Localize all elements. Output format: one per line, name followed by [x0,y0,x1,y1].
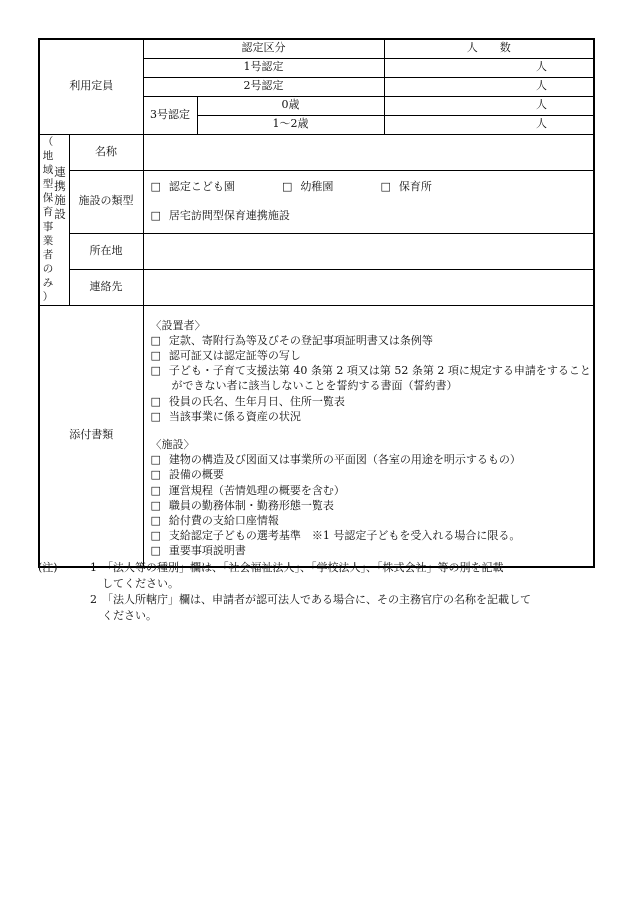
facility-heading: 〈施設〉 [150,437,195,451]
note-item [38,592,598,624]
note-text-continued: してください。 [102,577,179,590]
unit-label: 人 [536,117,547,131]
attachment-item[interactable]: □ 子ども・子育て支援法第 40 条第 2 項又は第 52 条第 2 項に規定する申請をすること [150,364,591,378]
checkbox-icon[interactable]: □ [150,453,161,467]
capacity-header-row [39,39,594,58]
address-input-cell[interactable] [143,233,594,269]
checkbox-icon[interactable]: □ [150,409,161,423]
checkbox-icon[interactable]: □ [150,529,161,543]
attachments-row [39,305,594,567]
attachment-item[interactable]: □ 職員の勤務体制・勤務形態一覧表 [150,498,334,512]
type-option-home-visit[interactable]: □ 居宅訪問型保育連携施設 [150,208,290,222]
contact-label: 連絡先 [69,269,143,305]
partner-type-row [39,170,594,233]
count-input-cell[interactable] [384,96,594,115]
attachment-item[interactable]: □ 給付費の支給口座情報 [150,514,279,527]
note-item [38,560,598,592]
attachment-item[interactable]: □ 設備の概要 [150,468,224,482]
establisher-heading: 〈設置者〉 [150,318,206,332]
note-text: 「法人等の種別」欄は、「社会福祉法人」、「学校法人」、「株式会社」等の別を記載 [102,561,504,574]
note-number: 1 [90,561,97,574]
checkbox-icon[interactable]: □ [150,364,161,378]
vertical-main-label: 連 携 施 設 [54,164,66,221]
category-cell: 2号認定 [143,77,384,96]
attachment-item[interactable]: □ 当該事業に係る資産の状況 [150,409,301,423]
attachment-item[interactable]: □ 支給認定子どもの選考基準 ※1 号認定子どもを受入れる場合に限る。 [150,529,521,543]
unit-label: 人 [536,98,547,112]
attachment-item-continued: ができない者に該当しないことを誓約する書面（誓約書） [171,379,458,393]
attachment-item[interactable]: □ 役員の氏名、生年月日、住所一覧表 [150,394,345,408]
count-input-cell[interactable] [384,77,594,96]
checkbox-icon[interactable]: □ [150,348,161,362]
count-header: 人 数 [384,39,594,58]
attachment-item[interactable]: □ 定款、寄附行為等及びその登記事項証明書又は条例等 [150,333,433,347]
address-label: 所在地 [69,233,143,269]
checkbox-icon[interactable]: □ [150,333,161,347]
checkbox-icon[interactable]: □ [380,179,391,193]
unit-label: 人 [536,79,547,93]
category-cell: 1号認定 [143,58,384,77]
type-options-cell [143,170,594,233]
checkbox-icon[interactable]: □ [150,514,161,527]
partner-name-row [39,134,594,170]
type-option-kodomoen[interactable]: □ 認定こども園 [150,179,235,193]
partner-contact-row [39,269,594,305]
attachment-item[interactable]: □ 運営規程（苦情処理の概要を含む） [150,483,345,497]
count-input-cell[interactable] [384,115,594,134]
type-option-nursery[interactable]: □ 保育所 [380,179,432,193]
count-input-cell[interactable] [384,58,594,77]
name-input-cell[interactable] [143,134,594,170]
type-label: 施設の類型 [69,170,143,233]
spacer [151,424,594,437]
partner-address-row [39,233,594,269]
unit-label: 人 [536,60,547,74]
notes-section [38,560,598,624]
note-number: 2 [90,593,97,606]
checkbox-icon[interactable]: □ [150,179,161,193]
note-text: 「法人所轄庁」欄は、申請者が認可法人である場合に、その主務官庁の名称を記載して [102,593,531,606]
group3-label: 3号認定 [143,96,197,134]
name-label: 名称 [69,134,143,170]
attachment-item[interactable]: □ 重要事項説明書 [150,544,246,558]
checkbox-icon[interactable]: □ [150,498,161,512]
category-cell: 1～2歳 [197,115,384,134]
note-text-continued: ください。 [102,609,157,622]
vertical-sub-label: （ 地 域 型 保 育 事 業 者 の み ） [42,135,54,304]
checkbox-icon[interactable]: □ [150,394,161,408]
checkbox-icon[interactable]: □ [150,468,161,482]
attachment-item[interactable]: □ 認可証又は認定証等の写し [150,348,301,362]
checkbox-icon[interactable]: □ [150,544,161,558]
category-header: 認定区分 [143,39,384,58]
attachments-list [143,305,594,567]
capacity-label: 利用定員 [39,39,143,134]
checkbox-icon[interactable]: □ [150,208,161,222]
contact-input-cell[interactable] [143,269,594,305]
attachment-item[interactable]: □ 建物の構造及び図面又は事業所の平面図（各室の用途を明示するもの） [150,453,521,467]
notes-lead: (注) [38,561,58,574]
attachments-label: 添付書類 [39,305,143,567]
checkbox-icon[interactable]: □ [150,483,161,497]
type-option-kindergarten[interactable]: □ 幼稚園 [282,179,334,193]
checkbox-icon[interactable]: □ [282,179,293,193]
partner-facility-vertical-label [39,134,69,305]
application-form-table [38,38,595,568]
category-cell: 0歳 [197,96,384,115]
